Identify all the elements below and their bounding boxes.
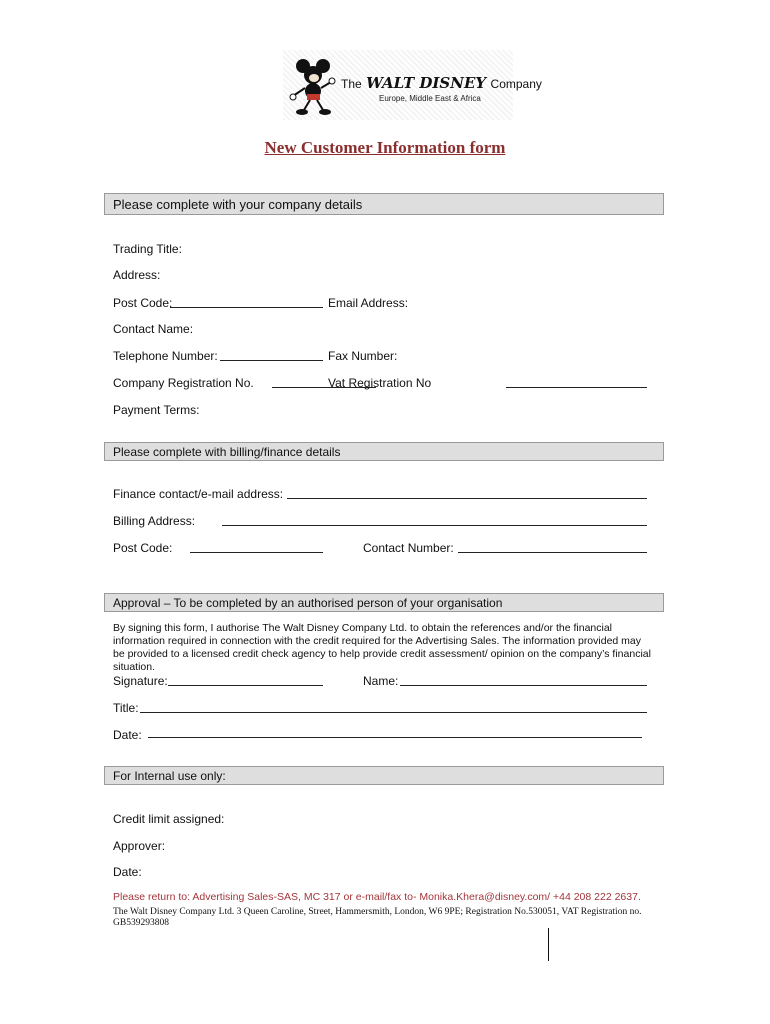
finance-contact-field[interactable] — [287, 498, 647, 499]
approval-title-field[interactable] — [140, 712, 647, 713]
company-section-heading: Please complete with your company details — [104, 193, 664, 215]
approval-section-heading: Approval – To be completed by an authorised person of your organisation — [104, 593, 664, 612]
logo-region: Europe, Middle East & Africa — [379, 94, 481, 103]
email-address-label: Email Address: — [328, 296, 409, 310]
vertical-divider — [548, 928, 549, 961]
billing-address-field[interactable] — [222, 525, 647, 526]
approval-title-label: Title: — [113, 701, 139, 715]
logo-company: Company — [490, 77, 542, 91]
billing-post-code-label: Post Code: — [113, 541, 173, 555]
logo-walt-disney: WALT DISNEY — [366, 74, 487, 92]
approval-date-label: Date: — [113, 728, 142, 742]
address-label: Address: — [113, 268, 161, 282]
contact-number-field[interactable] — [458, 552, 647, 553]
name-label: Name: — [363, 674, 399, 688]
vat-registration-label: Vat Registration No — [328, 376, 432, 390]
internal-date-label: Date: — [113, 865, 142, 879]
form-title: New Customer Information form — [264, 138, 506, 157]
signature-field[interactable] — [168, 685, 323, 686]
authorisation-paragraph: By signing this form, I authorise The Walt Disney Company Ltd. to obtain the references and/or the financial information required in connection with the credit required for the Advertising Sales. The information provided may be provided to a licensed credit check agency to help provide credit assessment/ opinion on the company’s financial situation. — [113, 622, 651, 673]
fax-number-label: Fax Number: — [328, 349, 398, 363]
name-field[interactable] — [400, 685, 647, 686]
vat-registration-field[interactable] — [506, 387, 647, 388]
trading-title-label: Trading Title: — [113, 242, 182, 256]
post-code-field[interactable] — [170, 307, 323, 308]
contact-name-label: Contact Name: — [113, 322, 194, 336]
footer-address: The Walt Disney Company Ltd. 3 Queen Caroline, Street, Hammersmith, London, W6 9PE; Registration No.530051, VAT Registration no. GB539293808 — [113, 907, 642, 928]
payment-terms-label: Payment Terms: — [113, 403, 200, 417]
approver-label: Approver: — [113, 839, 166, 853]
post-code-label: Post Code: — [113, 296, 173, 310]
contact-number-label: Contact Number: — [363, 541, 454, 555]
telephone-number-field[interactable] — [220, 360, 323, 361]
internal-section-heading: For Internal use only: — [104, 766, 664, 785]
signature-label: Signature: — [113, 674, 168, 688]
logo-the: The — [341, 77, 362, 91]
logo-wordmark — [341, 74, 542, 93]
telephone-number-label: Telephone Number: — [113, 349, 218, 363]
company-registration-label: Company Registration No. — [113, 376, 254, 390]
billing-post-code-field[interactable] — [190, 552, 323, 553]
billing-section-heading: Please complete with billing/finance details — [104, 442, 664, 461]
finance-contact-label: Finance contact/e-mail address: — [113, 487, 284, 501]
billing-address-label: Billing Address: — [113, 514, 196, 528]
company-logo — [283, 50, 542, 120]
mickey-mouse-icon — [289, 58, 337, 116]
approval-date-field[interactable] — [148, 737, 642, 738]
return-instructions: Please return to: Advertising Sales-SAS, MC 317 or e-mail/fax to- Monika.Khera@disney.com/ +44 208 222 2637. — [113, 891, 641, 903]
credit-limit-label: Credit limit assigned: — [113, 812, 225, 826]
